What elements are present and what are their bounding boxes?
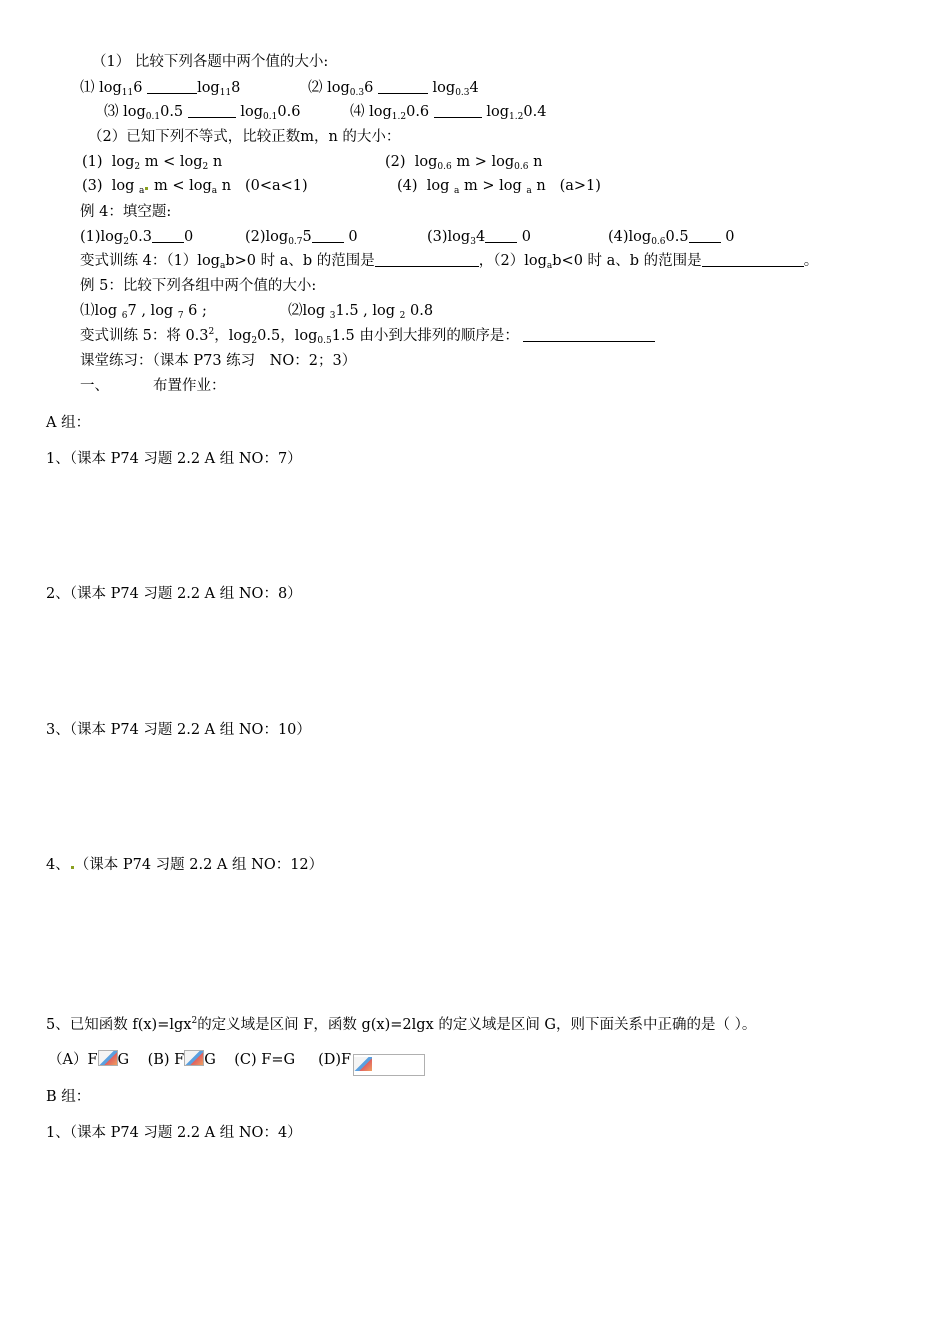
broken-image-icon: [354, 1057, 372, 1071]
q1-row1-b: [308, 78, 479, 98]
q1-a-label: ⑴: [80, 80, 95, 96]
group-a-label: A 组：: [46, 415, 91, 431]
group-a-item-4: 4、 （课本 P74 习题 2.2 A 组 NO：12）: [46, 857, 324, 873]
group-a-item-2: 2、（课本 P74 习题 2.2 A 组 NO：8）: [46, 586, 302, 602]
q1-d-right: $\log_{1.2}0.4$: [486, 104, 547, 122]
q1-a-left: $\log_{11}6$: [99, 80, 143, 98]
ex5-p1: ⑴log $_6$7 , log $_7$ 6 ;: [80, 303, 207, 321]
option-a[interactable]: （A）F G: [48, 1052, 130, 1068]
q2-item1: (1) $\log_2 m < \log_2 n$: [82, 154, 223, 172]
q1-b-right: $\log_{0.3}4$: [432, 80, 479, 98]
var4-blank-2[interactable]: [702, 252, 804, 267]
ex5-p2: ⑵log $_3$1.5 , log $_2$ 0.8: [288, 303, 434, 321]
ex4-p3: $(3)\log_34$ 0: [427, 229, 532, 247]
ex4-p3-blank[interactable]: [485, 228, 517, 243]
var5-blank[interactable]: [523, 327, 655, 342]
group-b-label: B 组：: [46, 1089, 91, 1105]
marker-dot: [71, 866, 74, 869]
group-a-item-1: 1、（课本 P74 习题 2.2 A 组 NO：7）: [46, 451, 302, 467]
q1-c-right: $\log_{0.1}0.6$: [240, 104, 301, 122]
q2-item3: (3) log $_a$ $m < \log_a n$ (0<a<1): [82, 178, 308, 196]
ex4-p1: $(1)\log_20.3$ 0: [80, 229, 194, 247]
q1-c-left: $\log_{0.1}0.5$: [123, 104, 184, 122]
q1-row1: [80, 78, 240, 98]
q5-options: [48, 1050, 425, 1076]
q2-item2: (2) $\log_{0.6} m > \log_{0.6} n$: [385, 154, 543, 172]
practice-line: 课堂练习：（课本 P73 练习 NO：2；3）: [80, 353, 357, 369]
option-d[interactable]: (D)F: [318, 1052, 425, 1068]
group-b-item-1: 1、（课本 P74 习题 2.2 A 组 NO：4）: [46, 1125, 302, 1141]
image-frame: [353, 1054, 425, 1076]
ex4-p1-blank[interactable]: [152, 228, 184, 243]
broken-image-icon: [184, 1050, 204, 1066]
group-a-q5: 5、已知函数 f(x)=lgx$^2$的定义域是区间 F，函数 g(x)=2lgx 的定义域是区间 G，则下面关系中正确的是（ ）。: [46, 1016, 757, 1033]
broken-image-icon: [98, 1050, 118, 1066]
q1-c-blank[interactable]: [188, 103, 236, 118]
var5-line: 变式训练 5：将 $0.3^2$，$\log_20.5$，$\log_{0.5}1.5$ 由小到大排列的顺序是：: [80, 326, 655, 346]
q2-heading: （2）已知下列不等式，比较正数m，n 的大小：: [88, 129, 401, 145]
var4-blank-1[interactable]: [375, 252, 479, 267]
ex4-p2-blank[interactable]: [312, 228, 344, 243]
group-a-item-3: 3、（课本 P74 习题 2.2 A 组 NO：10）: [46, 722, 311, 738]
q1-a-right: $\log_{11}8$: [197, 80, 241, 98]
ex4-p4: $(4)\log_{0.6}0.5$ 0: [608, 229, 735, 247]
q1-a-blank[interactable]: [147, 79, 197, 94]
homework-heading: 一、 布置作业：: [80, 378, 226, 394]
q1-row2-d: [350, 102, 546, 122]
q2-item4: (4) log $_a$ m > log $_a$ n (a>1): [397, 178, 601, 196]
ex4-p2: $(2)\log_{0.7}5$ 0: [245, 229, 358, 247]
ex4-heading: 例 4：填空题:: [80, 204, 172, 220]
q1-row2: [104, 102, 300, 122]
q1-b-label: ⑵: [308, 80, 323, 96]
q1-d-label: ⑷: [350, 104, 365, 120]
marker-dot: [145, 187, 148, 190]
ex5-heading: 例 5：比较下列各组中两个值的大小:: [80, 278, 317, 294]
q1-d-blank[interactable]: [434, 103, 482, 118]
var4-line: 变式训练 4：$(1)\log_ab>0$ 时 a、b 的范围是 ，$(2)\log_ab<0$ 时 a、b 的范围是 。: [80, 253, 819, 271]
option-c[interactable]: (C) F=G: [234, 1052, 296, 1068]
option-b[interactable]: (B) F G: [147, 1052, 216, 1068]
q1-b-left: $\log_{0.3}6$: [327, 80, 374, 98]
q1-c-label: ⑶: [104, 104, 119, 120]
q1-d-left: $\log_{1.2}0.6$: [369, 104, 430, 122]
q1-b-blank[interactable]: [378, 79, 428, 94]
ex4-p4-blank[interactable]: [689, 228, 721, 243]
q1-heading: （1） 比较下列各题中两个值的大小:: [92, 54, 329, 70]
